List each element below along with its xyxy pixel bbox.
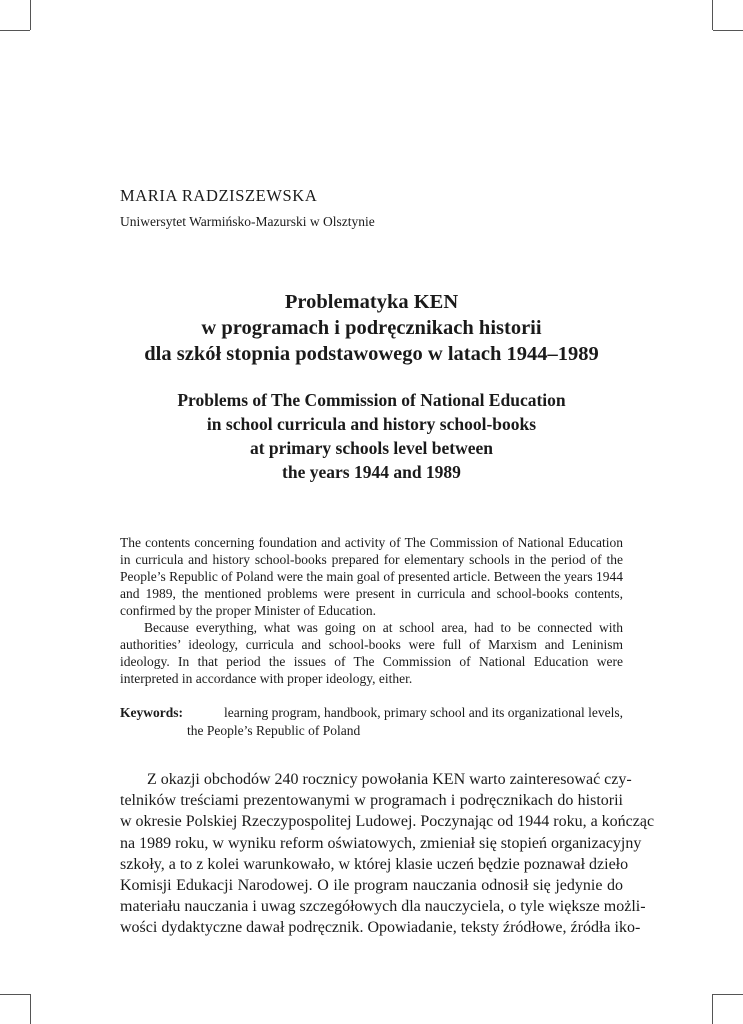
body-line: Komisji Edukacji Narodowej. O ile program nauczania odnosił się jedynie do [120, 877, 623, 895]
title-polish [100, 289, 643, 367]
title-english-line: Problems of The Commission of National Education [177, 390, 566, 410]
title-polish-line: dla szkół stopnia podstawowego w latach 1944–1989 [144, 343, 599, 365]
body-line: materiału nauczania i uwag szczegółowych dla nauczyciela, o tyle większe możli- [120, 898, 646, 916]
title-polish-line: w programach i podręcznikach historii [201, 317, 542, 339]
title-english-line: in school curricula and history school-books [206, 414, 537, 434]
keywords-label: Keywords: [120, 705, 183, 720]
body-text [120, 769, 655, 939]
abstract-paragraph: Because everything, what was going on at school area, had to be connected with authorities’ ideology, curricula and school-books were full of Marxism and Leninism ideology. In that period the issues of The Commission of National Education were interpreted in accordance with proper ideology, either. [120, 620, 623, 686]
crop-mark-bottom-right-horizontal [713, 994, 743, 995]
title-english [100, 388, 643, 484]
body-line: telników treściami prezentowanymi w programach i podręcznikach do historii [120, 792, 623, 810]
body-line: szkoły, a to z kolei warunkowało, w której klasie uczeń będzie poznawał dzieło [120, 855, 629, 873]
crop-mark-bottom-right-vertical [712, 994, 713, 1024]
abstract-paragraph: The contents concerning foundation and activity of The Commission of National Education in curricula and history school-books prepared for elementary schools in the period of the People’s Republic of Poland were the main goal of presented article. Between the years 1944 and 1989, the mentioned problems were present in curricula and school-books contents, confirmed by the proper Minister of Education. [120, 535, 623, 618]
crop-mark-top-left-horizontal [0, 30, 30, 31]
keywords-text-line2: the People’s Republic of Poland [187, 723, 361, 738]
title-polish-line: Problematyka KEN [284, 291, 459, 313]
crop-mark-top-left-vertical [30, 0, 31, 30]
crop-mark-bottom-left-horizontal [0, 994, 30, 995]
body-line: wości dydaktyczne dawał podręcznik. Opowiadanie, teksty źródłowe, źródła iko- [120, 919, 641, 937]
body-line: na 1989 roku, w wyniku reform oświatowych, zmieniał się stopień organizacyjny [120, 834, 642, 852]
crop-mark-bottom-left-vertical [30, 994, 31, 1024]
title-english-line: at primary schools level between [249, 438, 493, 458]
keywords [120, 704, 623, 740]
crop-mark-top-right-vertical [712, 0, 713, 30]
keywords-text-line1: learning program, handbook, primary school and its organizational levels, [223, 705, 623, 720]
author-affiliation: Uniwersytet Warmińsko-Mazurski w Olsztynie [120, 214, 375, 229]
title-english-line: the years 1944 and 1989 [282, 462, 461, 482]
author-name: MARIA RADZISZEWSKA [120, 186, 318, 205]
crop-mark-top-right-horizontal [713, 30, 743, 31]
body-line: Z okazji obchodów 240 rocznicy powołania KEN warto zainteresować czy- [147, 771, 632, 788]
body-line: w okresie Polskiej Rzeczypospolitej Ludowej. Poczynając od 1944 roku, a kończąc [120, 813, 655, 831]
abstract [120, 534, 623, 687]
